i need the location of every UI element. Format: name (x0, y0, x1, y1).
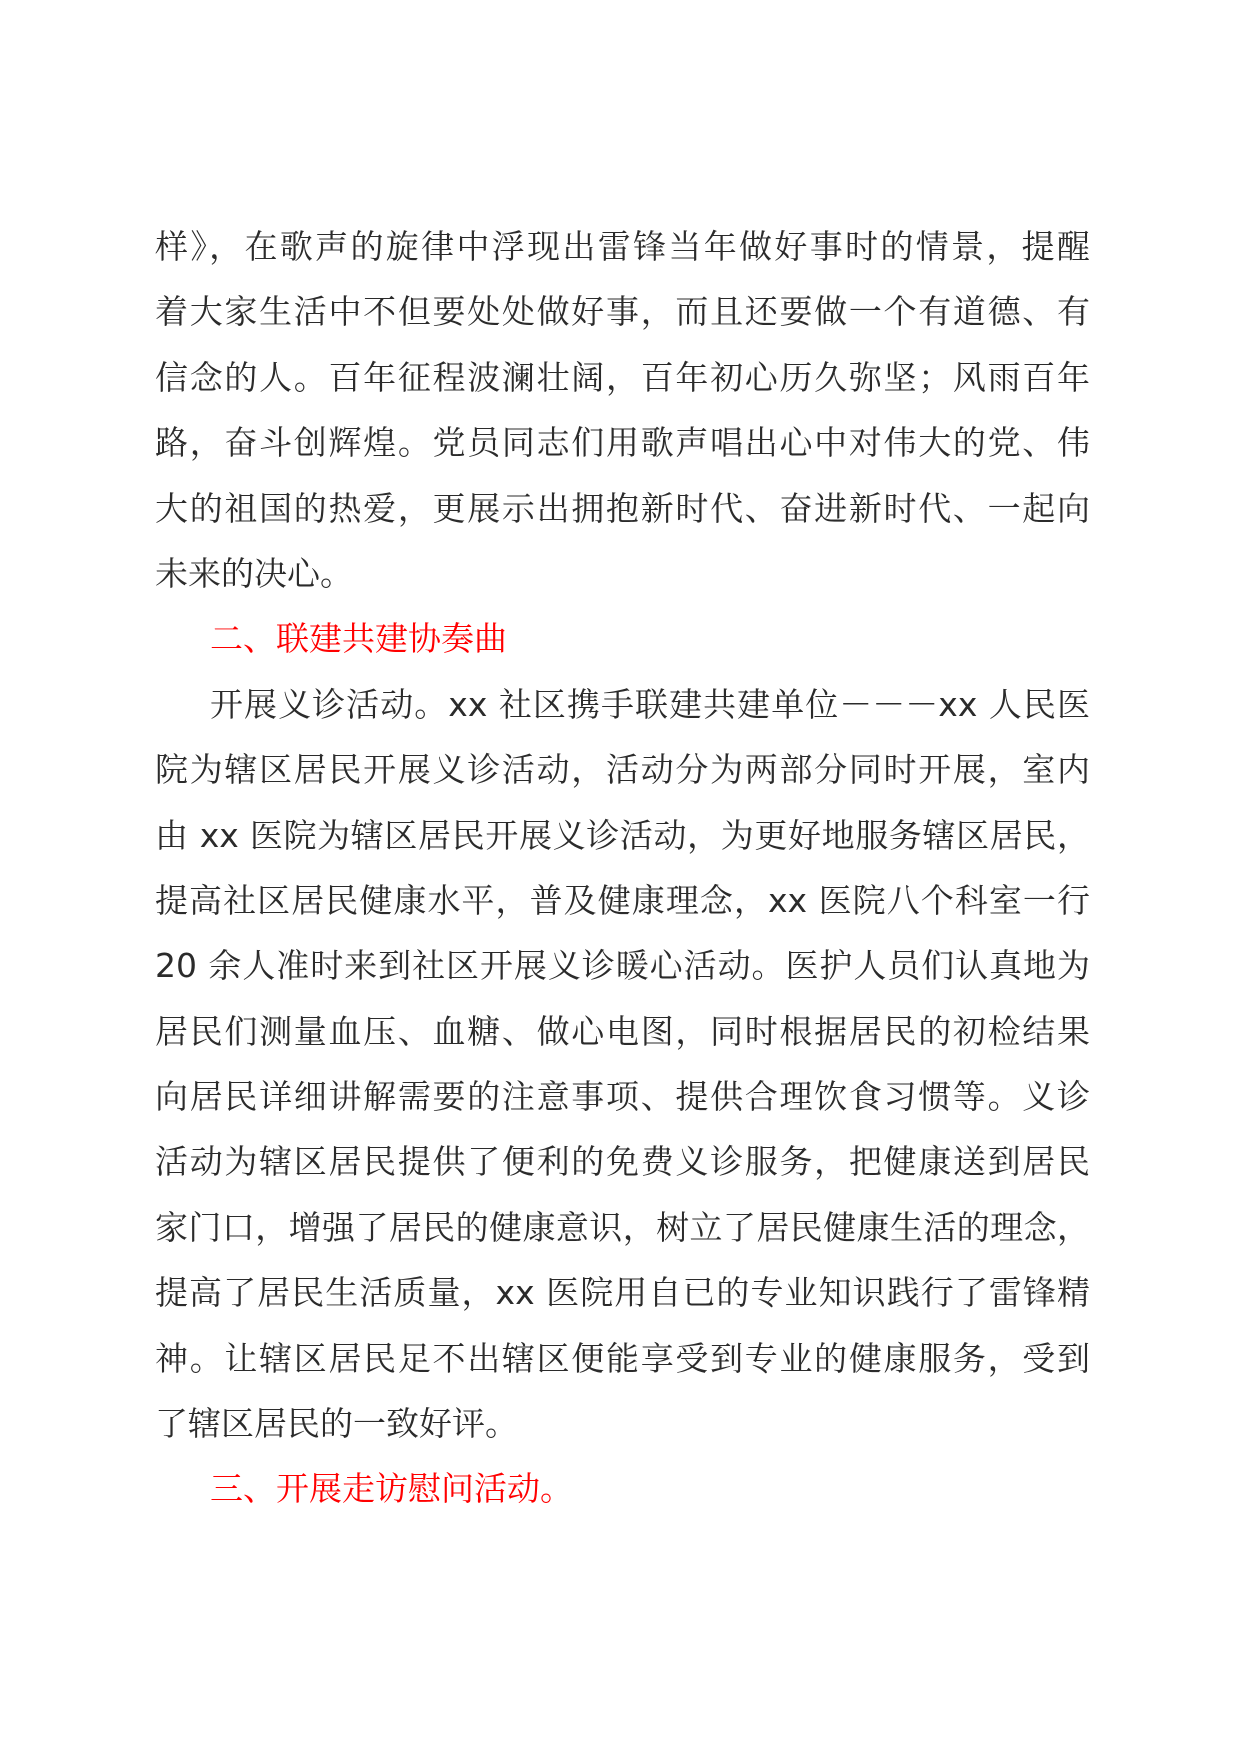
text-line: 家门口，增强了居民的健康意识，树立了居民健康生活的理念， (155, 1207, 1090, 1247)
text-line: 信念的人。百年征程波澜壮阔，百年初心历久弥坚；风雨百年 (155, 357, 1090, 397)
text-line: 着大家生活中不但要处处做好事，而且还要做一个有道德、有 (155, 292, 1090, 332)
text-line: 大的祖国的热爱，更展示出拥抱新时代、奋进新时代、一起向 (155, 488, 1090, 528)
section-heading-3: 三、开展走访慰问活动。 (210, 1469, 573, 1509)
text-line: 了辖区居民的一致好评。 (155, 1404, 518, 1444)
text-line: 提高了居民生活质量，xx 医院用自已的专业知识践行了雷锋精 (155, 1273, 1090, 1313)
document-body (155, 214, 1090, 1522)
paragraph-2 (155, 672, 1090, 1457)
text-line: 未来的决心。 (155, 553, 353, 593)
text-line: 院为辖区居民开展义诊活动，活动分为两部分同时开展，室内 (155, 750, 1090, 790)
paragraph-1 (155, 214, 1090, 606)
text-line: 居民们测量血压、血糖、做心电图，同时根据居民的初检结果 (155, 1011, 1090, 1051)
text-line: 样》，在歌声的旋律中浮现出雷锋当年做好事时的情景，提醒 (155, 227, 1090, 266)
section-heading-2: 二、联建共建协奏曲 (210, 619, 507, 659)
text-line: 由 xx 医院为辖区居民开展义诊活动，为更好地服务辖区居民， (155, 815, 1090, 855)
text-line: 活动为辖区居民提供了便利的免费义诊服务，把健康送到居民 (155, 1142, 1090, 1182)
text-line: 路，奋斗创辉煌。党员同志们用歌声唱出心中对伟大的党、伟 (155, 423, 1090, 463)
text-line: 开展义诊活动。xx 社区携手联建共建单位－－－xx 人民医 (210, 684, 1090, 724)
text-line: 提高社区居民健康水平，普及健康理念，xx 医院八个科室一行 (155, 880, 1090, 920)
text-line: 20 余人准时来到社区开展义诊暖心活动。医护人员们认真地为 (155, 946, 1090, 986)
text-line: 向居民详细讲解需要的注意事项、提供合理饮食习惯等。义诊 (155, 1077, 1090, 1117)
text-line: 神。让辖区居民足不出辖区便能享受到专业的健康服务，受到 (155, 1338, 1090, 1378)
